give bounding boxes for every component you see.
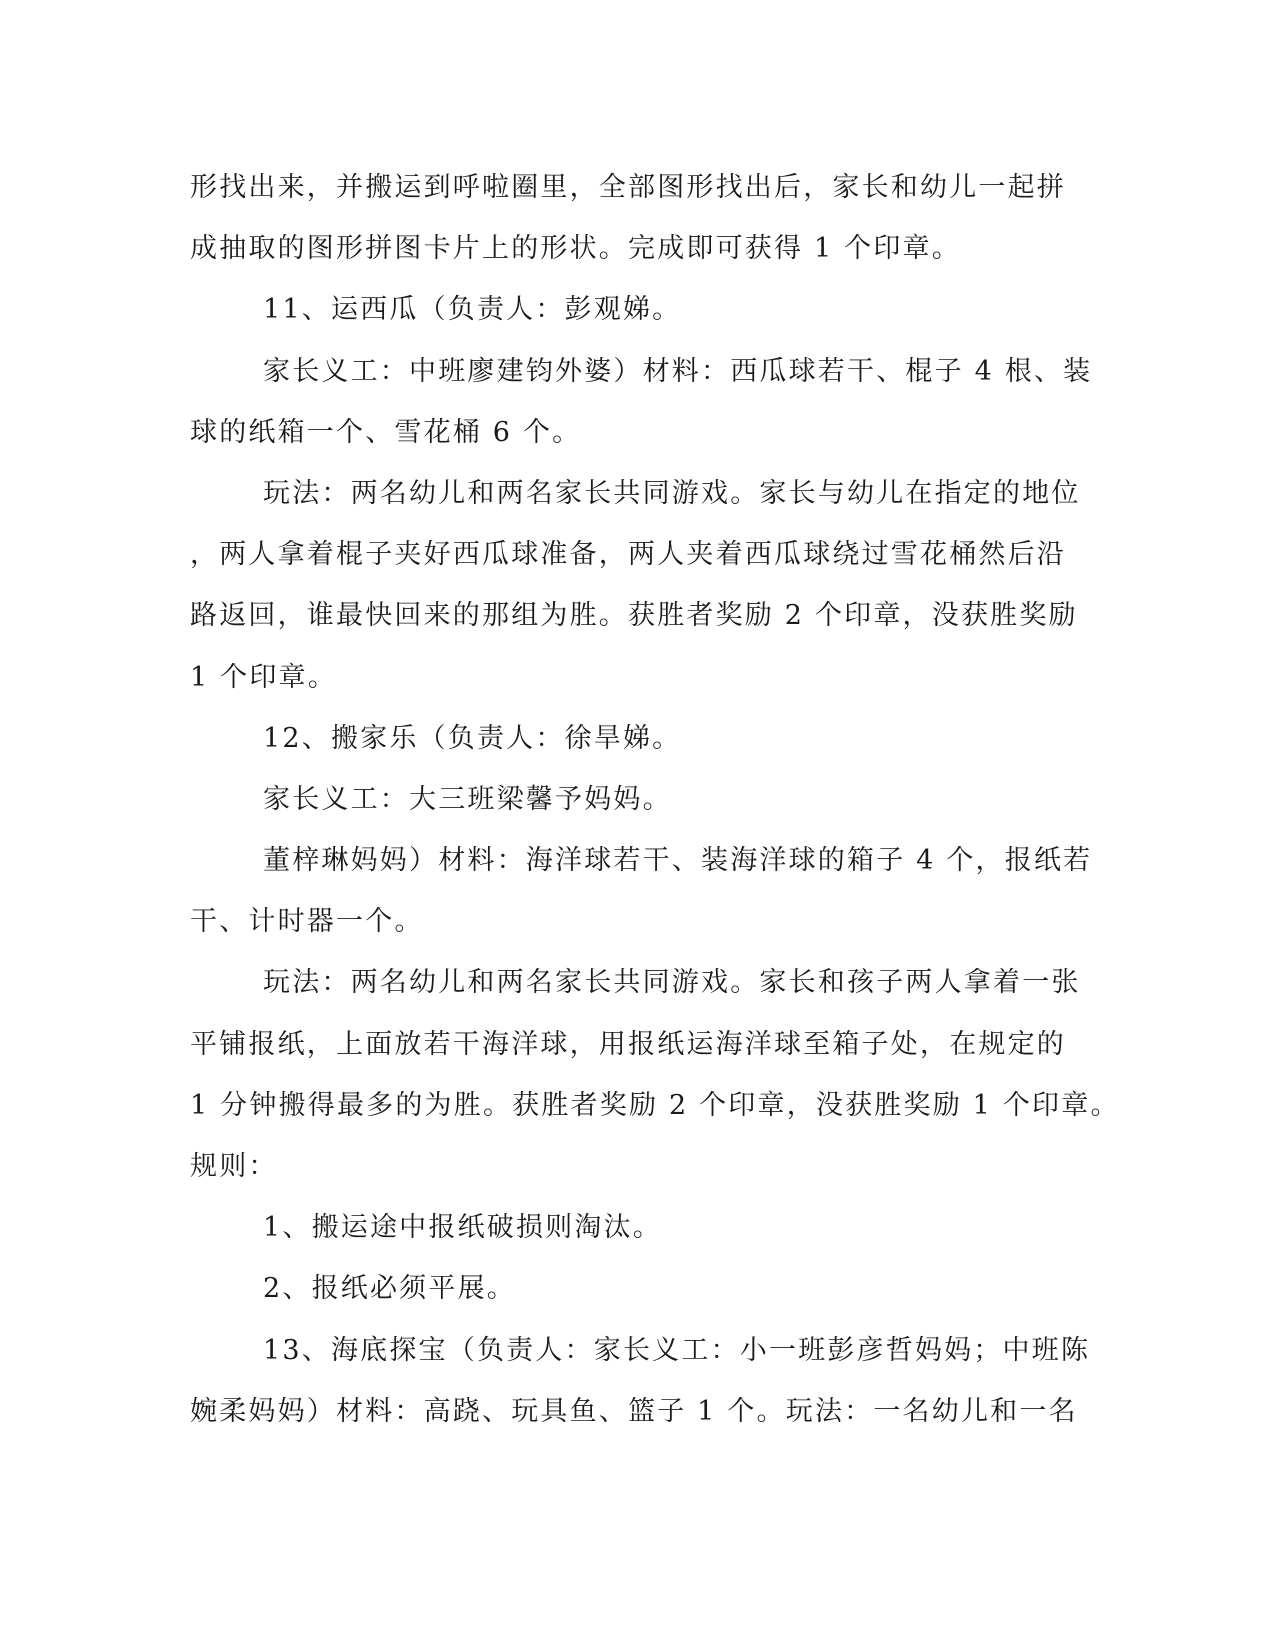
text-line: 干、计时器一个。 bbox=[190, 906, 424, 938]
text-line: ，两人拿着棍子夹好西瓜球准备，两人夹着西瓜球绕过雪花桶然后沿 bbox=[190, 539, 1066, 571]
text-line: 家长义工：中班廖建钧外婆）材料：西瓜球若干、棍子 4 根、装 bbox=[263, 355, 1093, 387]
text-line: 1 个印章。 bbox=[190, 661, 337, 693]
document-body bbox=[190, 157, 1120, 1442]
text-line: 平铺报纸，上面放若干海洋球，用报纸运海洋球至箱子处，在规定的 bbox=[190, 1028, 1066, 1060]
text-line: 婉柔妈妈）材料：高跷、玩具鱼、篮子 1 个。玩法：一名幼儿和一名 bbox=[190, 1395, 1078, 1427]
text-line: 家长义工：大三班梁馨予妈妈。 bbox=[263, 783, 672, 815]
text-line: 球的纸箱一个、雪花桶 6 个。 bbox=[190, 416, 582, 448]
text-line: 11、运西瓜（负责人：彭观娣。 bbox=[263, 294, 682, 326]
text-line: 1 分钟搬得最多的为胜。获胜者奖励 2 个印章，没获胜奖励 1 个印章。 bbox=[190, 1089, 1120, 1121]
text-line: 13、海底探宝（负责人：家长义工：小一班彭彦哲妈妈；中班陈 bbox=[263, 1334, 1091, 1366]
text-line: 形找出来，并搬运到呼啦圈里，全部图形找出后，家长和幼儿一起拼 bbox=[190, 172, 1066, 203]
text-line: 2、报纸必须平展。 bbox=[263, 1273, 516, 1305]
text-line: 玩法：两名幼儿和两名家长共同游戏。家长与幼儿在指定的地位 bbox=[263, 477, 1081, 509]
text-line: 路返回，谁最快回来的那组为胜。获胜者奖励 2 个印章，没获胜奖励 bbox=[190, 600, 1078, 632]
text-line: 董梓琳妈妈）材料：海洋球若干、装海洋球的箱子 4 个，报纸若 bbox=[263, 845, 1093, 877]
text-line: 成抽取的图形拼图卡片上的形状。完成即可获得 1 个印章。 bbox=[190, 233, 961, 265]
text-line: 1、搬运途中报纸破损则淘汰。 bbox=[263, 1212, 662, 1244]
text-line: 玩法：两名幼儿和两名家长共同游戏。家长和孩子两人拿着一张 bbox=[263, 967, 1081, 999]
text-line: 12、搬家乐（负责人：徐旱娣。 bbox=[263, 722, 682, 754]
text-line: 规则： bbox=[190, 1151, 278, 1182]
